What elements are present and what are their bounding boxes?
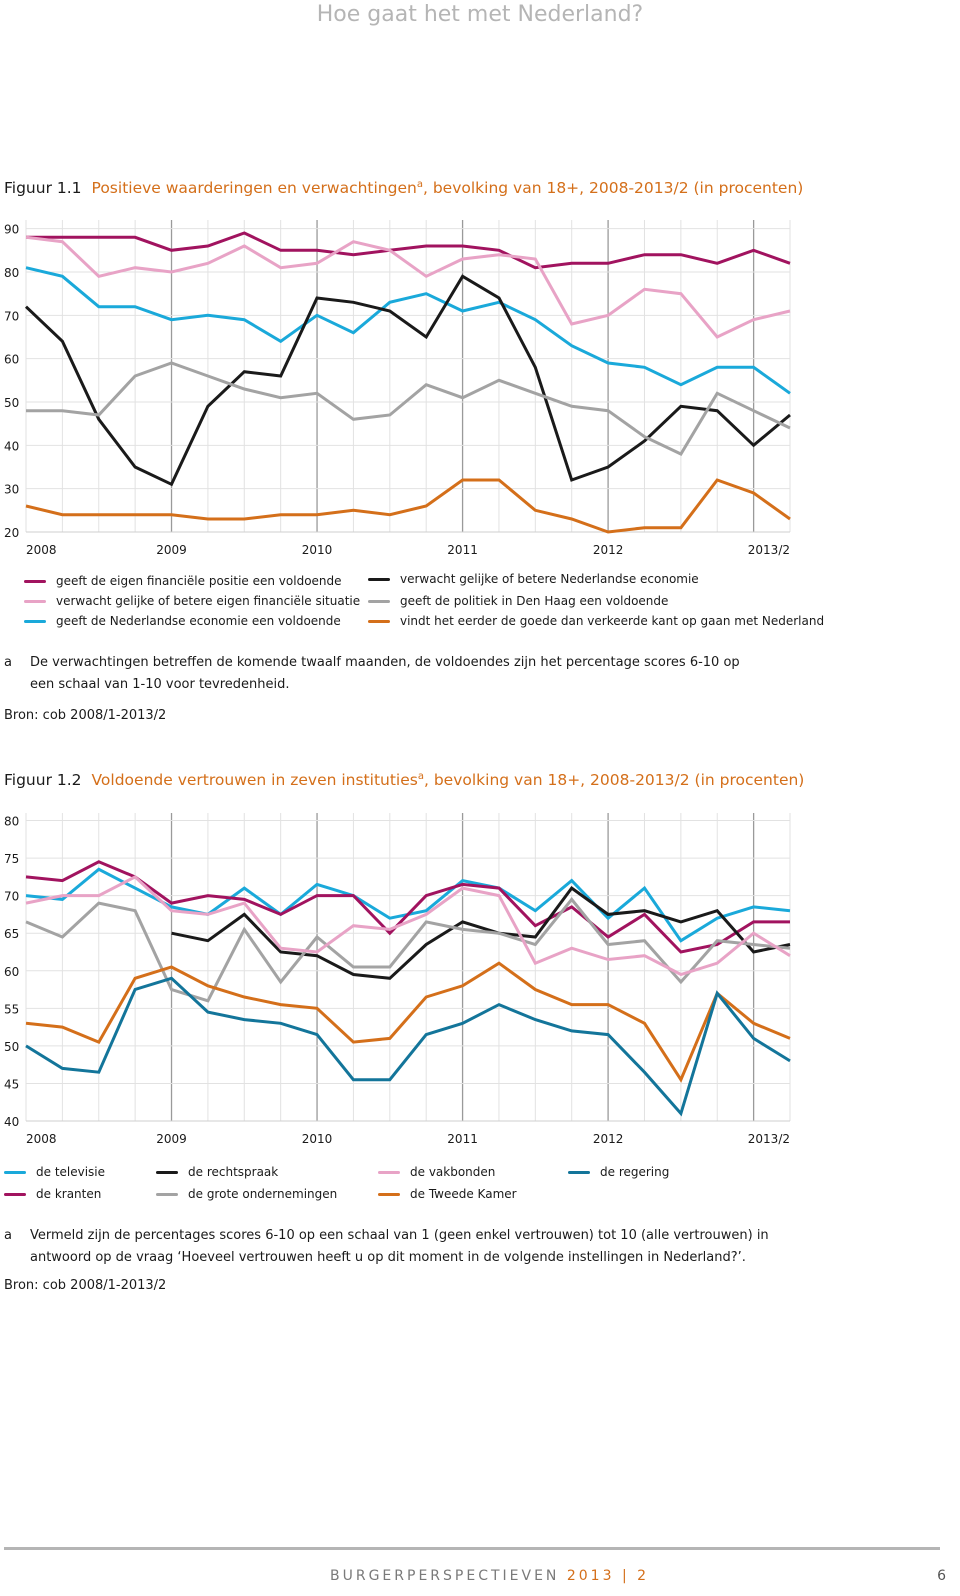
y-tick-label: 45 bbox=[4, 1077, 20, 1092]
legend-swatch bbox=[568, 1171, 590, 1174]
x-tick-label: 2012 bbox=[592, 543, 624, 557]
chart-2 bbox=[0, 803, 960, 1158]
legend-swatch bbox=[4, 1193, 26, 1196]
x-tick-label: 2013/2 bbox=[747, 543, 790, 557]
legend-label: de grote ondernemingen bbox=[188, 1187, 338, 1201]
y-tick-label: 70 bbox=[4, 889, 20, 904]
legend-swatch bbox=[24, 580, 46, 583]
y-tick-label: 65 bbox=[4, 927, 20, 942]
legend-label: verwacht gelijke of betere eigen financiële situatie bbox=[56, 594, 361, 608]
legend-swatch bbox=[368, 620, 390, 623]
x-tick-label: 2010 bbox=[301, 1132, 333, 1146]
series-line-1 bbox=[26, 237, 790, 337]
y-tick-label: 30 bbox=[4, 482, 20, 497]
legend-label: geeft de politiek in Den Haag een voldoende bbox=[400, 594, 669, 608]
footnote-marker: a bbox=[4, 655, 12, 670]
y-tick-label: 60 bbox=[4, 352, 20, 367]
legend-label: de Tweede Kamer bbox=[410, 1187, 517, 1201]
legend-item bbox=[4, 1165, 105, 1179]
x-tick-label: 2009 bbox=[156, 543, 187, 557]
legend-swatch bbox=[378, 1171, 400, 1174]
page-header-title: Hoe gaat het met Nederland? bbox=[316, 2, 644, 27]
figure-2-footnote bbox=[4, 1225, 934, 1269]
legend-item bbox=[4, 1187, 101, 1201]
y-tick-label: 40 bbox=[4, 1115, 20, 1129]
x-tick-label: 2013/2 bbox=[747, 1132, 790, 1146]
legend-item bbox=[368, 594, 668, 608]
figure-2-source: Bron: cob 2008/1-2013/2 bbox=[4, 1278, 167, 1293]
legend-swatch bbox=[4, 1171, 26, 1174]
figure-1-footnote bbox=[4, 652, 934, 696]
y-tick-label: 20 bbox=[4, 526, 20, 540]
legend-label: de regering bbox=[600, 1165, 670, 1179]
series-line-5 bbox=[26, 963, 790, 1079]
y-tick-label: 80 bbox=[4, 814, 20, 829]
figure-1-source: Bron: cob 2008/1-2013/2 bbox=[4, 708, 167, 723]
legend-swatch bbox=[368, 578, 390, 581]
footer-issue: 2 bbox=[637, 1568, 650, 1584]
y-tick-label: 50 bbox=[4, 1039, 20, 1054]
legend-label: de televisie bbox=[36, 1165, 106, 1179]
legend-item bbox=[24, 574, 342, 588]
figure-1-title-text: Positieve waarderingen en verwachtingen$^a$, bevolking van 18+, 2008-2013/2 (in procenten) bbox=[91, 179, 804, 198]
y-tick-label: 80 bbox=[4, 266, 20, 280]
legend-label: geeft de Nederlandse economie een voldoende bbox=[56, 614, 341, 628]
page-number: 6 bbox=[937, 1568, 946, 1584]
footer-brand-name: BURGERPERSPECTIEVEN bbox=[330, 1568, 560, 1584]
legend-item bbox=[24, 594, 360, 608]
footnote-text: De verwachtingen betreffen de komende twaalf maanden, de voldoendes zijn het percentage scores 6-10 op een schaal van 1-10 voor tevredenheid. bbox=[30, 655, 740, 692]
footnote-text: Vermeld zijn de percentages scores 6-10 op een schaal van 1 (geen enkel vertrouwen) tot 10 (alle vertrouwen) in antwoord op de vraag ‘Hoeveel vertrouwen heeft u op dit moment in de volgende instellingen in Nederland?’. bbox=[30, 1228, 769, 1265]
x-tick-label: 2008 bbox=[26, 1132, 57, 1146]
legend-swatch bbox=[156, 1171, 178, 1174]
figure-1-number: Figuur 1.1 bbox=[4, 179, 82, 198]
legend-label: geeft de eigen financiële positie een voldoende bbox=[56, 574, 342, 588]
figure-1-title bbox=[4, 179, 803, 197]
legend-swatch bbox=[24, 620, 46, 623]
chart-1 bbox=[0, 210, 960, 565]
footer-separator: | bbox=[621, 1568, 630, 1584]
footnote-marker: a bbox=[4, 1228, 12, 1243]
y-tick-label: 90 bbox=[4, 222, 20, 237]
legend-item bbox=[24, 614, 341, 628]
legend-swatch bbox=[24, 600, 46, 603]
y-tick-label: 50 bbox=[4, 396, 20, 410]
legend-label: de rechtspraak bbox=[188, 1165, 279, 1179]
x-tick-label: 2009 bbox=[156, 1132, 187, 1146]
y-tick-label: 60 bbox=[4, 964, 20, 979]
series-line-5 bbox=[26, 480, 790, 532]
figure-2-title bbox=[4, 771, 804, 789]
legend-swatch bbox=[368, 600, 390, 603]
x-tick-label: 2008 bbox=[26, 543, 57, 557]
x-tick-label: 2012 bbox=[592, 1132, 624, 1146]
series-line-1 bbox=[26, 862, 790, 952]
x-tick-label: 2011 bbox=[447, 543, 478, 557]
legend-item bbox=[156, 1187, 337, 1201]
legend-item bbox=[368, 614, 824, 628]
y-tick-label: 55 bbox=[4, 1002, 20, 1017]
footer-divider bbox=[4, 1547, 940, 1550]
chart-2-legend bbox=[0, 1163, 960, 1213]
legend-item bbox=[378, 1187, 517, 1201]
figure-2-number: Figuur 1.2 bbox=[4, 771, 82, 790]
figure-2-title-text: Voldoende vertrouwen in zeven instituties$^a$, bevolking van 18+, 2008-2013/2 (in procenten) bbox=[91, 771, 805, 790]
legend-swatch bbox=[156, 1193, 178, 1196]
y-tick-label: 40 bbox=[4, 439, 20, 454]
legend-label: de kranten bbox=[36, 1187, 102, 1201]
footer-year: 2013 bbox=[566, 1568, 615, 1584]
legend-label: verwacht gelijke of betere Nederlandse economie bbox=[400, 572, 699, 586]
legend-item bbox=[156, 1165, 278, 1179]
legend-item bbox=[368, 572, 699, 586]
chart-1-legend bbox=[0, 570, 960, 634]
y-tick-label: 75 bbox=[4, 852, 20, 867]
legend-item bbox=[568, 1165, 669, 1179]
legend-item bbox=[378, 1165, 495, 1179]
x-tick-label: 2011 bbox=[447, 1132, 478, 1146]
x-tick-label: 2010 bbox=[301, 543, 333, 557]
legend-label: de vakbonden bbox=[410, 1165, 496, 1179]
y-tick-label: 70 bbox=[4, 309, 20, 324]
footer-brand bbox=[330, 1568, 649, 1584]
series-line-4 bbox=[26, 363, 790, 454]
legend-swatch bbox=[378, 1193, 400, 1196]
legend-label: vindt het eerder de goede dan verkeerde kant op gaan met Nederland bbox=[400, 614, 825, 628]
